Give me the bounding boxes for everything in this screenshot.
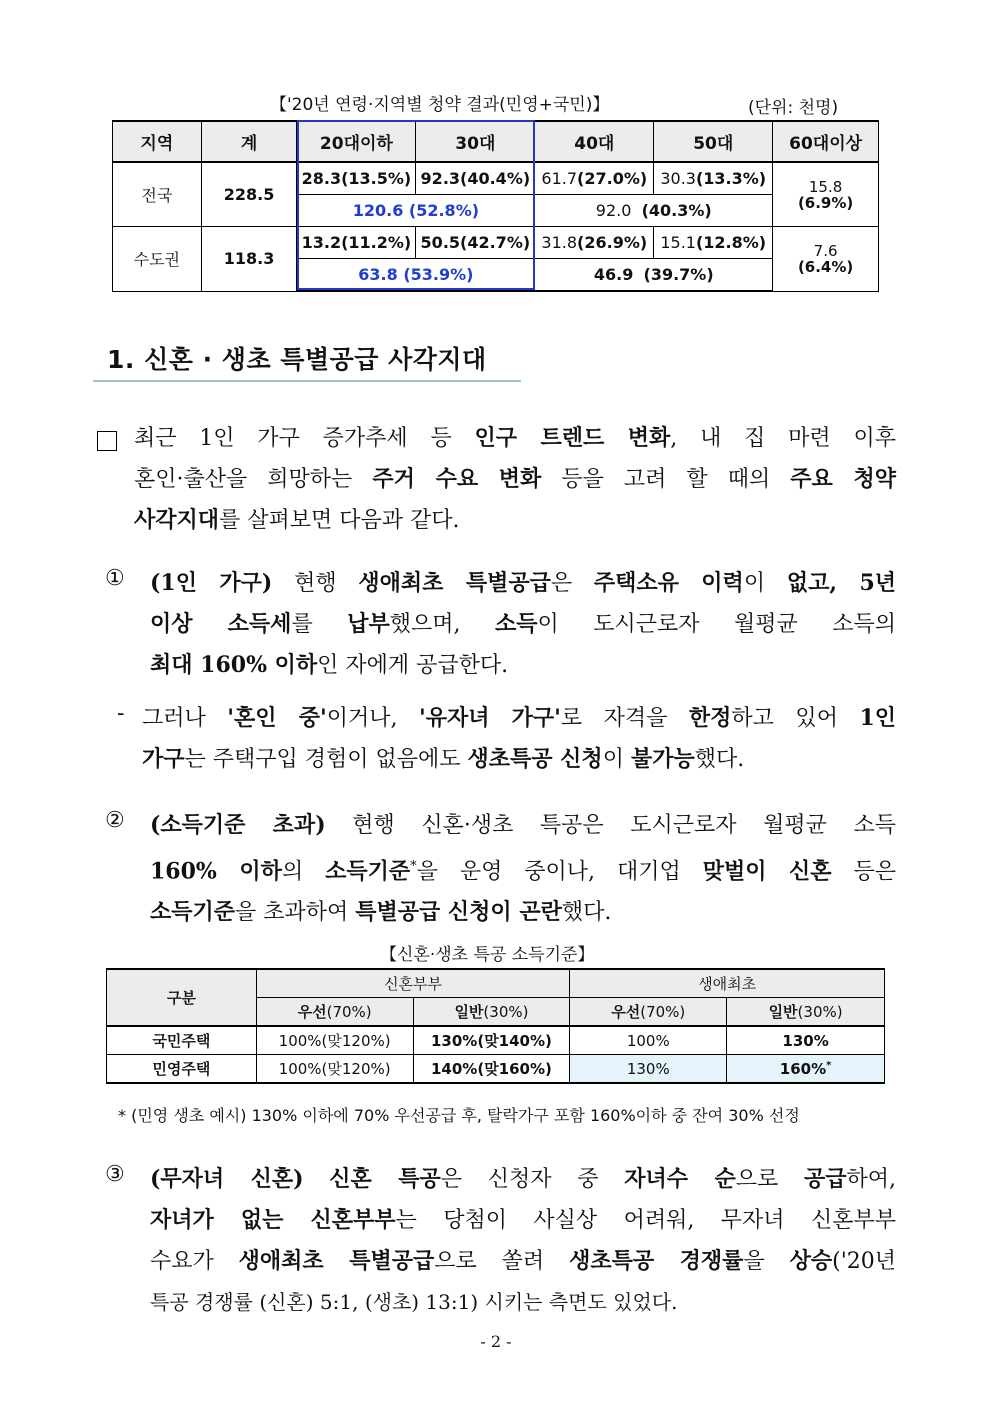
emphasis: 맞벌이 신혼	[702, 858, 832, 885]
cell: 130%	[727, 1026, 885, 1055]
section-title: 1. 신혼 · 생초 특별공급 사각지대	[107, 345, 487, 374]
cell: 140%(맞160%)	[413, 1055, 570, 1084]
text: 우선	[611, 1003, 641, 1021]
item3-marker: ③	[105, 1162, 125, 1187]
text	[304, 1167, 330, 1192]
text: 수요가	[150, 1249, 239, 1274]
text: 현행 신혼·생초 특공은 도시근로자 월평균 소득	[325, 813, 896, 838]
item1-sub-paragraph	[142, 698, 896, 780]
text: 은 신청자 중	[440, 1167, 625, 1192]
age40-pct: (27.0%)	[577, 169, 648, 188]
text: 을 운영 중이나, 대기업	[416, 859, 703, 885]
header-region: 지역	[113, 121, 202, 162]
intro-paragraph	[134, 418, 896, 541]
age20-cell: 13.2(11.2%)	[297, 227, 416, 259]
text: 하고 있어	[731, 706, 860, 731]
age50-pct: (13.3%)	[695, 169, 767, 188]
emphasis: 생초특공 신청	[467, 746, 603, 772]
header-50s: 50대	[654, 121, 773, 162]
text: 했으며,	[389, 612, 495, 637]
region-cell: 수도권	[113, 227, 202, 292]
emphasis: 소득기준	[325, 858, 411, 885]
emphasis: 공급	[803, 1166, 847, 1192]
young-subtotal-cell: 120.6 (52.8%)	[297, 195, 535, 227]
age30-cell: 50.5(42.7%)	[416, 227, 535, 259]
page-number: - 2 -	[480, 1332, 512, 1351]
text: 우선	[297, 1003, 327, 1021]
young-age-highlight-box	[297, 120, 535, 290]
text: 의	[281, 859, 326, 885]
text: (70%)	[640, 1003, 686, 1021]
text: 이거나,	[326, 706, 419, 731]
emphasis: 자녀가 없는 신혼부부	[150, 1207, 396, 1233]
item1-sub-marker: -	[117, 701, 125, 726]
text: 하여,	[846, 1167, 896, 1192]
header-30s: 30대	[416, 121, 535, 162]
age50-cell	[654, 162, 773, 195]
header-60s: 60대이상	[773, 121, 879, 162]
emphasis: 주택소유 이력	[593, 570, 744, 596]
emphasis: 특별공급 신청이 곤란	[355, 899, 562, 926]
text: 혼인·출산을 희망하는	[134, 467, 373, 492]
text: 현행	[272, 571, 359, 596]
item1-sub-line	[142, 739, 896, 780]
age60-cell	[773, 162, 879, 227]
mid-subtotal-cell	[535, 195, 773, 227]
text: 했다.	[561, 900, 612, 926]
item2-paragraph	[150, 805, 896, 933]
item3-line	[150, 1200, 896, 1241]
age40-pct: (26.9%)	[577, 233, 648, 252]
item1-line	[150, 563, 896, 604]
age50-pct: (12.8%)	[695, 233, 767, 252]
emphasis: 160% 이하	[150, 858, 282, 885]
emphasis: (소득기준 초과)	[150, 812, 326, 838]
emphasis: 납부	[347, 611, 390, 637]
emphasis: 자녀수 순	[624, 1166, 736, 1192]
young-subtotal-cell: 63.8 (53.9%)	[297, 259, 535, 292]
emphasis: 이상 소득세	[150, 611, 292, 637]
table-row	[107, 969, 885, 998]
text: (70%)	[326, 1003, 372, 1021]
emphasis: 최대 160% 이하	[150, 652, 318, 678]
item3-paragraph	[150, 1159, 896, 1323]
text: 이 도시근로자 월평균 소득의	[537, 612, 897, 637]
table2-caption: 【신혼·생초 특공 소득기준】	[380, 945, 595, 965]
intro-line	[134, 418, 896, 459]
emphasis: 1인	[859, 705, 897, 731]
emphasis: '유자녀 가구'	[418, 705, 561, 731]
text: 일반	[454, 1003, 484, 1021]
text: 등은	[831, 859, 897, 885]
text: 일반	[768, 1003, 798, 1021]
emphasis: 사각지대	[134, 507, 220, 533]
text: 등을 고려 할 때의	[541, 467, 791, 492]
text: 했다.	[694, 747, 745, 772]
text: 최근 1인 가구 증가추세 등	[134, 426, 475, 451]
emphasis: 가구	[142, 746, 185, 772]
age50-value: 15.1	[660, 233, 696, 252]
text: 그러나	[142, 706, 228, 731]
text: 을 초과하여	[235, 900, 356, 926]
table-row	[107, 1055, 885, 1084]
age40-value: 31.8	[541, 233, 578, 252]
header-category: 구분	[107, 969, 257, 1026]
subheader-priority	[570, 998, 727, 1027]
header-first-time: 생애최초	[570, 969, 885, 998]
item1-line	[150, 645, 896, 686]
text: 은	[550, 571, 594, 596]
emphasis: 신혼 특공	[329, 1166, 441, 1192]
cell: 130%	[570, 1055, 727, 1084]
mid-subtotal-pct: (39.7%)	[643, 265, 714, 284]
emphasis: 상승	[789, 1248, 833, 1274]
age60-pct: (6.4%)	[797, 257, 854, 276]
item3-line	[150, 1241, 896, 1282]
text: 160%	[779, 1059, 827, 1078]
item2-line	[150, 846, 896, 892]
emphasis: 소득	[494, 611, 538, 637]
text: 로 자격을	[560, 706, 689, 731]
text: ('20년	[832, 1249, 897, 1274]
subheader-general	[413, 998, 570, 1027]
mid-subtotal-value: 92.0	[595, 201, 632, 220]
text: 으로 쏠려	[434, 1249, 570, 1274]
total-cell: 228.5	[201, 162, 297, 227]
header-40s: 40대	[535, 121, 654, 162]
age50-value: 30.3	[660, 169, 696, 188]
text: , 내 집 마련 이후	[670, 426, 896, 451]
age60-pct: (6.9%)	[797, 193, 854, 212]
footnote-mark: *	[826, 1059, 832, 1071]
emphasis: 인구 트렌드 변화	[474, 425, 671, 451]
age40-value: 61.7	[541, 169, 578, 188]
text: 는 주택구입 경험이 없음에도	[184, 747, 468, 772]
text: (30%)	[483, 1003, 529, 1021]
text: 는 당첨이 사실상 어려워, 무자녀 신혼부부	[395, 1208, 896, 1233]
text: 를	[291, 612, 348, 637]
mid-subtotal-cell	[535, 259, 773, 292]
item1-marker: ①	[105, 566, 125, 591]
mid-subtotal-pct: (40.3%)	[641, 201, 712, 220]
age20-cell: 28.3(13.5%)	[297, 162, 416, 195]
subheader-priority	[256, 998, 413, 1027]
item2-line	[150, 892, 896, 933]
emphasis: 생초특공 경쟁률	[569, 1248, 744, 1274]
table1-unit: (단위: 천명)	[748, 98, 839, 118]
emphasis: 주거 수요 변화	[372, 466, 542, 492]
income-criteria-table	[106, 968, 885, 1084]
emphasis: 생애최초 특별공급	[238, 1248, 435, 1274]
header-newlywed: 신혼부부	[256, 969, 570, 998]
age40-cell	[535, 227, 654, 259]
cell: 100%	[570, 1026, 727, 1055]
cell	[727, 1055, 885, 1084]
cell: 100%(맞120%)	[256, 1026, 413, 1055]
footnote-mark: *	[410, 859, 417, 874]
emphasis: 소득기준	[150, 899, 236, 926]
item1-sub-line	[142, 698, 896, 739]
region-cell: 전국	[113, 162, 202, 227]
subheader-general	[727, 998, 885, 1027]
cell: 130%(맞140%)	[413, 1026, 570, 1055]
text: 이	[743, 571, 787, 596]
header-total: 계	[201, 121, 297, 162]
text: 를 살펴보면 다음과 같다.	[219, 508, 460, 533]
intro-line	[134, 459, 896, 500]
item3-line: 특공 경쟁률 (신혼) 5:1, (생초) 13:1) 시키는 측면도 있었다.	[150, 1290, 678, 1314]
age60-value: 15.8	[808, 177, 843, 196]
cell: 100%(맞120%)	[256, 1055, 413, 1084]
text: 인 자에게 공급한다.	[317, 653, 509, 678]
age30-cell: 92.3(40.4%)	[416, 162, 535, 195]
table-row	[107, 1026, 885, 1055]
age60-cell	[773, 227, 879, 292]
emphasis: 불가능	[630, 746, 695, 772]
item2-marker: ②	[105, 808, 125, 833]
emphasis: '혼인 중'	[227, 705, 327, 731]
item1-paragraph	[150, 563, 896, 686]
table2-footnote: * (민영 생초 예시) 130% 이하에 70% 우선공급 후, 탈락가구 포함 160%이하 중 잔여 30% 선정	[118, 1106, 800, 1125]
mid-subtotal-value: 46.9	[593, 265, 634, 284]
table1-caption: 【'20년 연령·지역별 청약 결과(민영+국민)】	[270, 95, 610, 115]
item3-line	[150, 1159, 896, 1200]
item1-line	[150, 604, 896, 645]
text: 을	[743, 1249, 790, 1274]
emphasis: 주요 청약	[790, 466, 896, 492]
age50-cell	[654, 227, 773, 259]
emphasis: 생애최초 특별공급	[358, 570, 551, 596]
emphasis: 한정	[688, 705, 732, 731]
text: 이	[602, 747, 631, 772]
emphasis: (무자녀 신혼)	[150, 1166, 304, 1192]
checkbox-bullet-icon	[97, 431, 117, 451]
header-20s: 20대이하	[297, 121, 416, 162]
text: 으로	[735, 1167, 804, 1192]
section-underline	[93, 380, 521, 382]
emphasis: 없고, 5년	[786, 570, 897, 596]
age40-cell	[535, 162, 654, 195]
age60-value: 7.6	[813, 241, 838, 260]
row-label: 국민주택	[107, 1026, 257, 1055]
item2-line	[150, 805, 896, 846]
emphasis: (1인 가구)	[150, 570, 273, 596]
intro-line	[134, 500, 896, 541]
text: (30%)	[797, 1003, 843, 1021]
row-label: 민영주택	[107, 1055, 257, 1084]
total-cell: 118.3	[201, 227, 297, 292]
